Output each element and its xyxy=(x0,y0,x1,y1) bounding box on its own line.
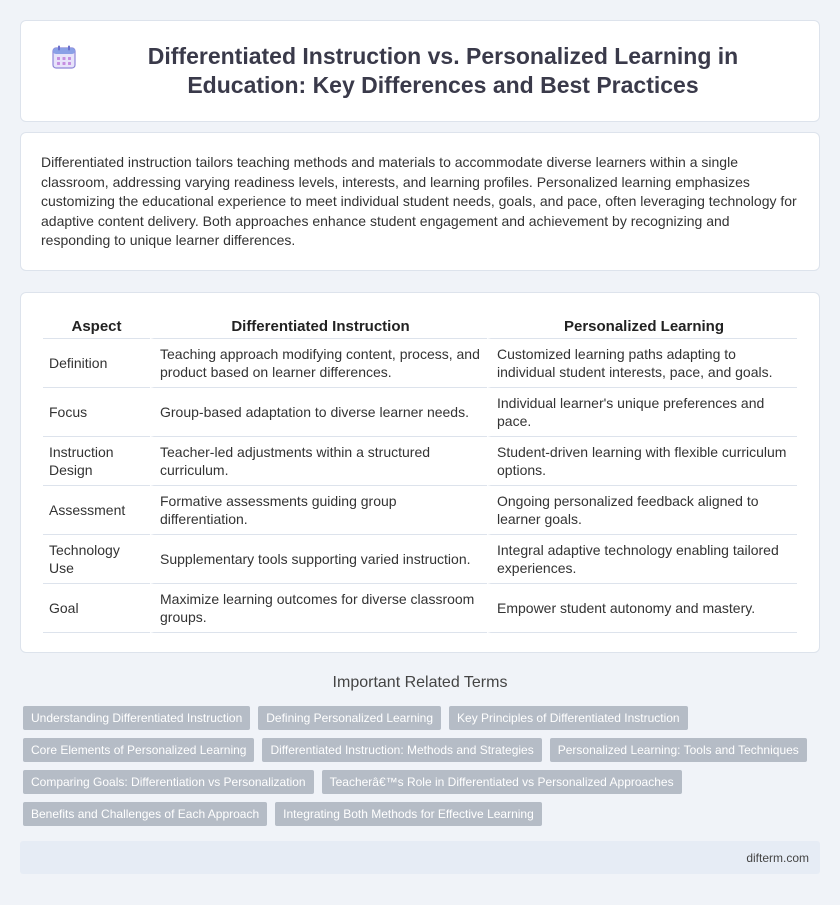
related-term-tag[interactable]: Understanding Differentiated Instruction xyxy=(23,706,250,730)
intro-paragraph: Differentiated instruction tailors teaching methods and materials to accommodate diverse learners within a single classroom, addressing varying readiness levels, interests, and learning profiles. Personalized learning emphasizes customizing the educational experience to meet individual student needs, goals, and pace, often leveraging technology for adaptive content delivery. Both approaches enhance student engagement and achievement by recognizing and responding to unique learner differences. xyxy=(41,154,797,248)
cell-personalized: Student-driven learning with flexible curriculum options. xyxy=(487,437,797,486)
cell-personalized: Empower student autonomy and mastery. xyxy=(487,584,797,633)
related-term-tag[interactable]: Key Principles of Differentiated Instruction xyxy=(449,706,688,730)
calendar-icon xyxy=(51,44,77,70)
related-term-tag[interactable]: Defining Personalized Learning xyxy=(258,706,441,730)
related-term-tag[interactable]: Personalized Learning: Tools and Techniques xyxy=(550,738,807,762)
page-title: Differentiated Instruction vs. Personalized Learning in Education: Key Differences and Best Practices xyxy=(147,43,739,98)
cell-differentiated: Maximize learning outcomes for diverse classroom groups. xyxy=(150,584,487,633)
comparison-table-card xyxy=(20,292,820,653)
cell-differentiated: Teacher-led adjustments within a structured curriculum. xyxy=(150,437,487,486)
related-term-tag[interactable]: Differentiated Instruction: Methods and Strategies xyxy=(262,738,541,762)
title-wrap xyxy=(21,21,819,121)
cell-differentiated: Teaching approach modifying content, process, and product based on learner differences. xyxy=(150,339,487,388)
cell-personalized: Individual learner's unique preferences and pace. xyxy=(487,388,797,437)
related-term-tag[interactable]: Benefits and Challenges of Each Approach xyxy=(23,802,267,826)
table-header-row xyxy=(43,313,797,339)
comparison-table xyxy=(43,313,797,633)
related-term-tag[interactable]: Integrating Both Methods for Effective Learning xyxy=(275,802,542,826)
cell-differentiated: Group-based adaptation to diverse learner needs. xyxy=(150,388,487,437)
cell-differentiated: Formative assessments guiding group differentiation. xyxy=(150,486,487,535)
cell-aspect: Instruction Design xyxy=(43,437,150,486)
table-row xyxy=(43,437,797,486)
intro-card xyxy=(20,132,820,271)
footer xyxy=(20,841,820,874)
table-row xyxy=(43,486,797,535)
related-term-tag[interactable]: Core Elements of Personalized Learning xyxy=(23,738,254,762)
cell-aspect: Definition xyxy=(43,339,150,388)
table-row xyxy=(43,584,797,633)
table-row xyxy=(43,339,797,388)
header-personalized: Personalized Learning xyxy=(487,313,797,339)
cell-aspect: Technology Use xyxy=(43,535,150,584)
table-row xyxy=(43,388,797,437)
header-aspect: Aspect xyxy=(43,313,150,339)
related-term-tag[interactable]: Comparing Goals: Differentiation vs Personalization xyxy=(23,770,314,794)
cell-personalized: Ongoing personalized feedback aligned to learner goals. xyxy=(487,486,797,535)
header-card xyxy=(20,20,820,122)
table-row xyxy=(43,535,797,584)
cell-personalized: Customized learning paths adapting to individual student interests, pace, and goals. xyxy=(487,339,797,388)
cell-aspect: Focus xyxy=(43,388,150,437)
cell-aspect: Assessment xyxy=(43,486,150,535)
related-terms-heading: Important Related Terms xyxy=(332,674,508,691)
header-differentiated: Differentiated Instruction xyxy=(150,313,487,339)
cell-aspect: Goal xyxy=(43,584,150,633)
related-terms-list xyxy=(23,706,813,826)
cell-personalized: Integral adaptive technology enabling tailored experiences. xyxy=(487,535,797,584)
cell-differentiated: Supplementary tools supporting varied instruction. xyxy=(150,535,487,584)
footer-site-link[interactable]: difterm.com xyxy=(746,850,809,865)
related-term-tag[interactable]: Teacherâ€™s Role in Differentiated vs Personalized Approaches xyxy=(322,770,682,794)
